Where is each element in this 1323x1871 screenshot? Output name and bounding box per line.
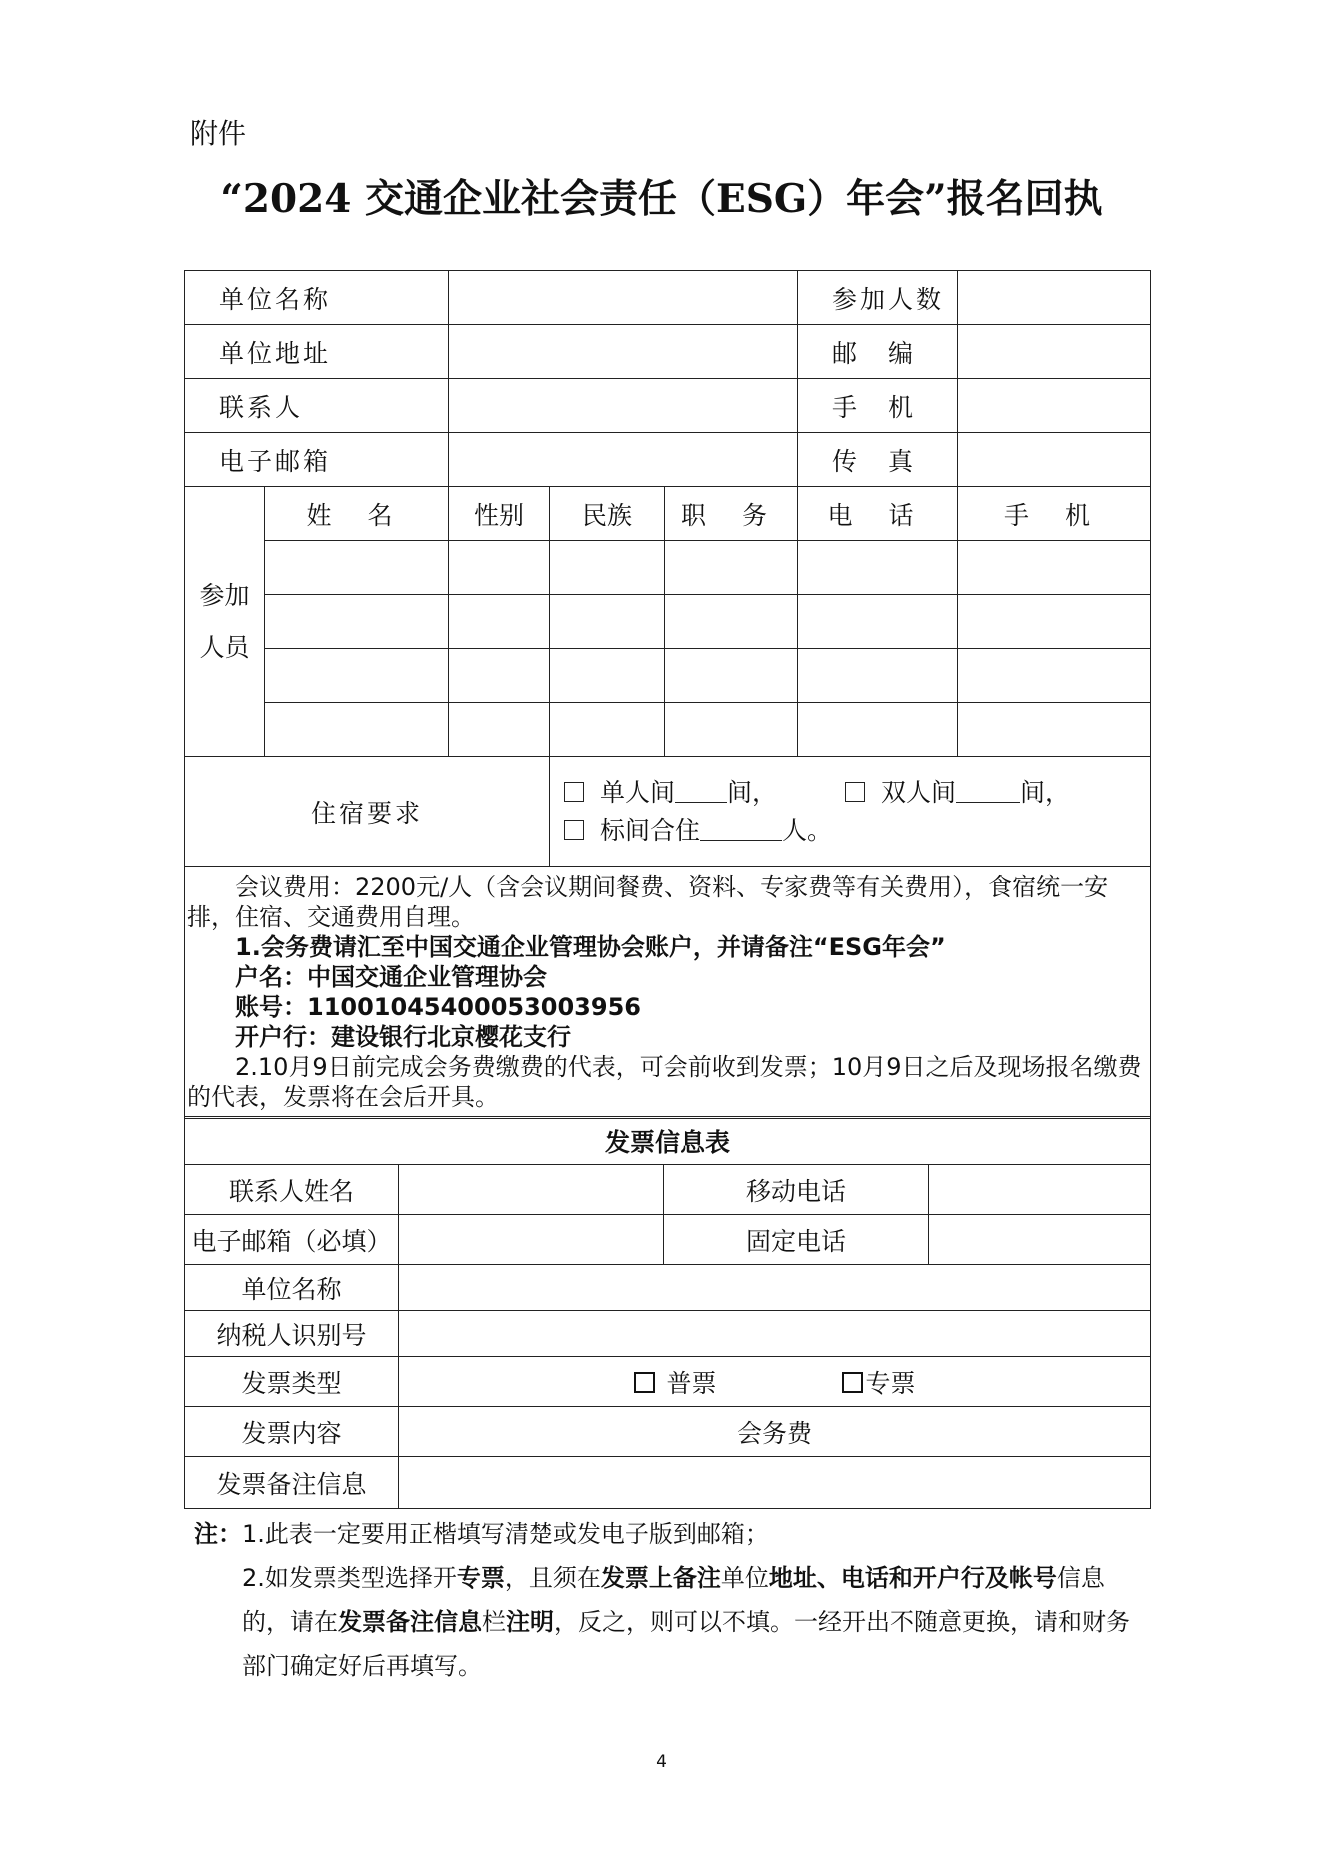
invoice-mobile-label: 移动电话	[664, 1165, 929, 1215]
single-room-blank[interactable]	[675, 780, 727, 803]
attachment-label: 附件	[190, 117, 247, 150]
invoice-email-label: 电子邮箱（必填）	[185, 1215, 399, 1265]
special-invoice-checkbox[interactable]	[842, 1372, 863, 1393]
double-room-checkbox[interactable]	[845, 782, 865, 802]
participant-count-field[interactable]	[958, 271, 1151, 325]
invoice-content-value: 会务费	[399, 1407, 1151, 1457]
column-ethnicity: 民族	[550, 487, 665, 541]
lodging-options: 单人间 间， 双人间 间， 标间合住 人。	[550, 757, 1151, 867]
account-name: 户名：中国交通企业管理协会	[235, 962, 547, 991]
invoice-unit-label: 单位名称	[185, 1265, 399, 1311]
account-number: 账号：11001045400053003956	[235, 992, 641, 1021]
participants-label: 参加 人员	[185, 487, 265, 757]
invoice-form	[184, 1116, 1151, 1509]
notes	[194, 1512, 1144, 1688]
column-phone: 电 话	[798, 487, 958, 541]
participant-count-label: 参加人数	[798, 271, 958, 325]
single-room-checkbox[interactable]	[564, 782, 584, 802]
invoice-contact-field[interactable]	[399, 1165, 664, 1215]
invoice-mobile-field[interactable]	[929, 1165, 1151, 1215]
invoice-email-field[interactable]	[399, 1215, 664, 1265]
shared-room-checkbox[interactable]	[564, 820, 584, 840]
page-number: 4	[656, 1752, 667, 1772]
note-1: 注：1.此表一定要用正楷填写清楚或发电子版到邮箱；	[194, 1520, 769, 1548]
column-name: 姓 名	[265, 487, 449, 541]
invoice-remarks-field[interactable]	[399, 1457, 1151, 1509]
fax-label: 传 真	[798, 433, 958, 487]
invoice-landline-field[interactable]	[929, 1215, 1151, 1265]
invoice-type-label: 发票类型	[185, 1357, 399, 1407]
page-title: “2024 交通企业社会责任（ESG）年会”报名回执	[220, 176, 1103, 222]
postcode-label: 邮 编	[798, 325, 958, 379]
participant-row	[185, 649, 1151, 703]
postcode-field[interactable]	[958, 325, 1151, 379]
taxpayer-id-field[interactable]	[399, 1311, 1151, 1357]
unit-name-label: 单位名称	[185, 271, 449, 325]
fee-description: 会议费用：2200元/人（含会议期间餐费、资料、专家费等有关费用），食宿统一安排，住宿、交通费用自理。	[187, 872, 1109, 931]
bank-name: 开户行：建设银行北京樱花支行	[235, 1022, 571, 1051]
unit-address-label: 单位地址	[185, 325, 449, 379]
invoice-content-label: 发票内容	[185, 1407, 399, 1457]
taxpayer-id-label: 纳税人识别号	[185, 1311, 399, 1357]
invoice-contact-label: 联系人姓名	[185, 1165, 399, 1215]
payment-instruction: 1.会务费请汇至中国交通企业管理协会账户，并请备注“ESG年会”	[235, 932, 946, 961]
participant-row	[185, 541, 1151, 595]
invoice-unit-field[interactable]	[399, 1265, 1151, 1311]
invoice-timing: 2.10月9日前完成会务费缴费的代表，可会前收到发票；10月9日之后及现场报名缴费的代表，发票将在会后开具。	[187, 1052, 1142, 1111]
column-mobile: 手 机	[958, 487, 1151, 541]
unit-address-field[interactable]	[449, 325, 798, 379]
registration-form	[184, 270, 1151, 1119]
mobile-field[interactable]	[958, 379, 1151, 433]
lodging-label: 住宿要求	[185, 757, 550, 867]
fax-field[interactable]	[958, 433, 1151, 487]
invoice-landline-label: 固定电话	[664, 1215, 929, 1265]
column-gender: 性别	[449, 487, 550, 541]
fee-info	[185, 867, 1151, 1119]
double-room-blank[interactable]	[956, 780, 1020, 803]
mobile-label: 手 机	[798, 379, 958, 433]
email-label: 电子邮箱	[185, 433, 449, 487]
invoice-remarks-label: 发票备注信息	[185, 1457, 399, 1509]
note-2: 2.如发票类型选择开专票，且须在发票上备注单位地址、电话和开户行及帐号信息的，请在发票备注信息栏注明，反之，则可以不填。一经开出不随意更换，请和财务部门确定好后再填写。	[242, 1564, 1130, 1680]
invoice-type-options: 普票 专票	[399, 1357, 1151, 1407]
contact-label: 联系人	[185, 379, 449, 433]
shared-room-blank[interactable]	[700, 818, 782, 841]
normal-invoice-checkbox[interactable]	[634, 1372, 655, 1393]
contact-field[interactable]	[449, 379, 798, 433]
participant-row	[185, 703, 1151, 757]
column-position: 职 务	[665, 487, 798, 541]
unit-name-field[interactable]	[449, 271, 798, 325]
email-field[interactable]	[449, 433, 798, 487]
invoice-title: 发票信息表	[185, 1117, 1151, 1165]
participant-row	[185, 595, 1151, 649]
